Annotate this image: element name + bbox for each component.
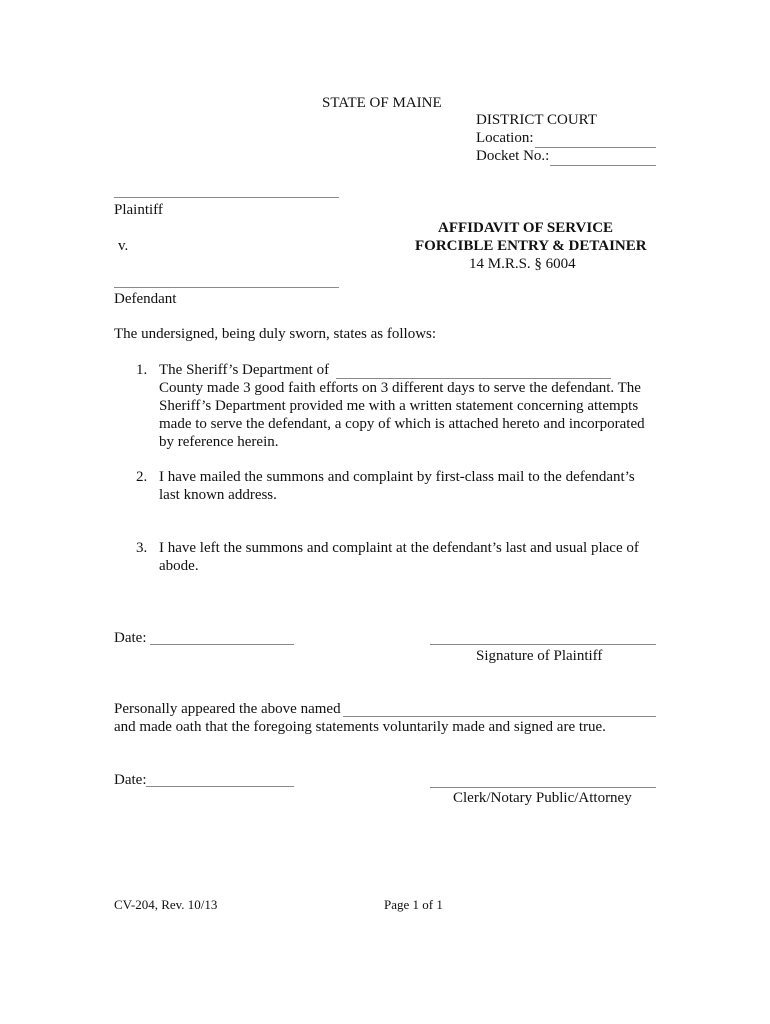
notary-date-field[interactable] — [146, 786, 294, 787]
location-field[interactable] — [535, 147, 656, 148]
item-1-line-5: by reference herein. — [159, 434, 279, 450]
item-2-line-2: last known address. — [159, 487, 277, 503]
notary-signature-label: Clerk/Notary Public/Attorney — [453, 790, 632, 806]
appeared-name-field[interactable] — [343, 716, 656, 717]
plaintiff-signature-field[interactable] — [430, 644, 656, 645]
form-id: CV-204, Rev. 10/13 — [114, 897, 218, 912]
notary-date-label: Date: — [114, 772, 147, 788]
state-heading: STATE OF MAINE — [322, 95, 442, 111]
item-1-line-2: County made 3 good faith efforts on 3 different days to serve the defendant. The — [159, 380, 641, 396]
plaintiff-label: Plaintiff — [114, 202, 163, 218]
item-1-line-4: made to serve the defendant, a copy of which is attached hereto and incorporated — [159, 416, 645, 432]
location-label: Location: — [476, 130, 534, 146]
court-heading: DISTRICT COURT — [476, 112, 597, 128]
docket-label: Docket No.: — [476, 148, 550, 164]
statute-reference: 14 M.R.S. § 6004 — [469, 256, 576, 272]
plaintiff-date-label: Date: — [114, 630, 147, 646]
item-3-line-1: I have left the summons and complaint at the defendant’s last and usual place of — [159, 540, 639, 556]
item-3-number: 3. — [136, 540, 148, 556]
item-1-line-3: Sheriff’s Department provided me with a written statement concerning attempts — [159, 398, 639, 414]
docket-field[interactable] — [550, 165, 656, 166]
defendant-label: Defendant — [114, 291, 177, 307]
plaintiff-signature-label: Signature of Plaintiff — [476, 648, 603, 664]
title-line-1: AFFIDAVIT OF SERVICE — [438, 220, 614, 236]
defendant-name-field[interactable] — [114, 287, 339, 288]
page-number: Page 1 of 1 — [384, 897, 443, 912]
plaintiff-date-field[interactable] — [150, 644, 294, 645]
item-1-number: 1. — [136, 362, 148, 378]
versus-text: v. — [118, 238, 129, 254]
oath-line-2: and made oath that the foregoing statements voluntarily made and signed are true. — [114, 719, 606, 735]
item-2-line-1: I have mailed the summons and complaint by first-class mail to the defendant’s — [159, 469, 635, 485]
item-3-line-2: abode. — [159, 558, 199, 574]
notary-signature-field[interactable] — [430, 787, 656, 788]
plaintiff-name-field[interactable] — [114, 197, 339, 198]
title-line-2: FORCIBLE ENTRY & DETAINER — [415, 238, 647, 254]
item-2-number: 2. — [136, 469, 148, 485]
county-field[interactable] — [336, 378, 611, 379]
intro-statement: The undersigned, being duly sworn, states as follows: — [114, 326, 437, 342]
oath-line-1: Personally appeared the above named — [114, 701, 341, 717]
item-1-line-1: The Sheriff’s Department of — [159, 362, 330, 378]
